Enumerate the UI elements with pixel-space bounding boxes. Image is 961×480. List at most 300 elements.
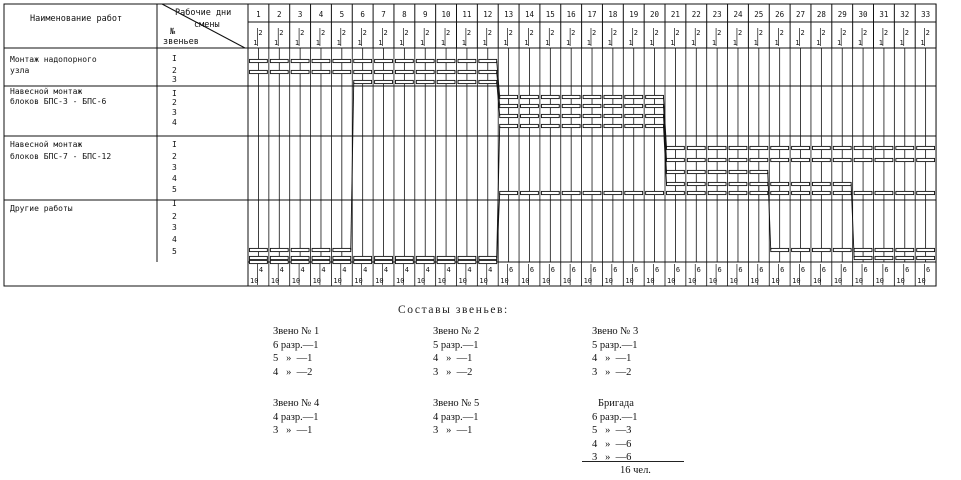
shift-label: 1	[336, 39, 341, 47]
day-number: 1	[256, 10, 261, 19]
day-number: 15	[545, 10, 555, 19]
shift1-worker-count: 4	[279, 266, 284, 274]
team-5-title: Звено № 5	[433, 398, 480, 409]
team-bar	[395, 256, 413, 259]
shift-label: 1	[836, 39, 842, 47]
shift1-worker-count: 6	[634, 266, 639, 274]
shift1-worker-count: 4	[446, 266, 451, 274]
team-bar	[667, 158, 685, 161]
team-number: I	[172, 199, 177, 208]
header-teams-no: №	[170, 27, 176, 37]
shift1-worker-count: 4	[300, 266, 305, 274]
team-2-composition	[433, 325, 479, 379]
team-1-line: 6 разр.—1	[273, 339, 319, 351]
shift-label: 2	[341, 29, 347, 37]
day-number: 21	[670, 10, 680, 19]
team-bar	[729, 182, 747, 185]
team-2-title: Звено № 2	[433, 326, 480, 337]
team-number: I	[172, 140, 177, 149]
team-bar	[833, 158, 851, 161]
team-bar	[833, 182, 851, 185]
shift2-worker-count: 10	[416, 277, 426, 285]
shift2-worker-count: 10	[896, 277, 905, 285]
brigade-title: Бригада	[598, 398, 634, 409]
shift1-worker-count: 6	[821, 266, 826, 274]
section-name: Навесной монтаж	[10, 87, 83, 96]
shift-label: 1	[899, 39, 904, 47]
team-bar	[250, 59, 268, 62]
team-bar	[541, 124, 559, 127]
shift2-worker-count: 10	[687, 277, 697, 285]
team-bar	[792, 182, 810, 185]
team-bar	[395, 80, 413, 83]
team-bar	[270, 70, 288, 73]
team-bar	[750, 170, 768, 173]
team-bar	[792, 146, 810, 149]
team-bar	[875, 146, 893, 149]
shift-label: 2	[737, 29, 743, 37]
team-bar	[541, 104, 559, 107]
team-bar	[625, 104, 643, 107]
team-bar	[812, 248, 830, 251]
team-number: I	[172, 89, 177, 98]
team-3-line: 5 разр.—1	[592, 339, 638, 351]
shift-label: 1	[628, 39, 633, 47]
team-bar	[750, 182, 768, 185]
team-bar	[583, 191, 601, 194]
shift2-worker-count: 10	[354, 277, 363, 285]
shift1-worker-count: 4	[363, 266, 368, 274]
team-bar	[729, 146, 747, 149]
team-bar	[917, 146, 935, 149]
day-number: 9	[422, 10, 428, 19]
brigade-total-rule	[582, 461, 684, 462]
shift-label: 1	[315, 39, 320, 47]
team-bar	[896, 248, 914, 251]
team-number: 2	[172, 98, 177, 107]
shift-label: 2	[508, 29, 513, 37]
team-number: 3	[172, 108, 177, 117]
team-bar	[562, 124, 580, 127]
shift1-worker-count: 6	[550, 266, 555, 274]
shift1-worker-count: 6	[738, 266, 743, 274]
shift-label: 2	[675, 29, 680, 37]
team-bar	[833, 248, 851, 251]
shift-label: 1	[545, 39, 550, 47]
shift-label: 2	[842, 29, 847, 37]
team-bar	[917, 158, 935, 161]
team-bar	[646, 124, 664, 127]
team-number: 3	[172, 223, 177, 232]
team-bar	[667, 191, 685, 194]
shift1-worker-count: 4	[404, 266, 409, 274]
team-bar	[875, 191, 893, 194]
team-bar	[416, 80, 434, 83]
shift2-worker-count: 10	[562, 277, 572, 285]
shift2-worker-count: 10	[375, 277, 384, 285]
team-3-line: 4 » —1	[592, 353, 632, 364]
shift2-worker-count: 10	[750, 277, 759, 285]
team-bar	[458, 70, 476, 73]
team-bar	[583, 114, 601, 117]
team-bar	[458, 80, 476, 83]
team-bar	[625, 191, 643, 194]
team-number: 2	[172, 66, 177, 75]
team-bar	[291, 248, 309, 251]
team-bar	[708, 146, 726, 149]
shift-label: 1	[294, 39, 300, 47]
team-bar	[312, 260, 330, 263]
team-bar	[500, 104, 518, 107]
team-number: I	[172, 54, 177, 63]
shift2-worker-count: 10	[875, 277, 884, 285]
day-number: 17	[587, 10, 597, 19]
team-number: 5	[172, 247, 177, 256]
team-2-line: 3 » —2	[433, 366, 473, 378]
team-bar	[500, 124, 518, 127]
team-bar	[270, 256, 288, 259]
team-bar	[687, 182, 705, 185]
team-bar	[354, 70, 372, 73]
shift-label: 2	[904, 29, 909, 37]
shift-label: 2	[800, 29, 805, 37]
section-name: узла	[10, 66, 30, 75]
team-bar	[771, 248, 789, 251]
team-1-title: Звено № 1	[273, 326, 320, 337]
team-4-line: 4 разр.—1	[273, 411, 319, 423]
team-bar	[416, 260, 434, 263]
team-4-composition	[273, 397, 319, 438]
shift2-worker-count: 10	[646, 277, 655, 285]
shift1-worker-count: 6	[863, 266, 868, 274]
team-bar	[854, 256, 872, 259]
shift2-worker-count: 10	[604, 277, 613, 285]
shift1-worker-count: 6	[842, 266, 847, 274]
shift-label: 2	[883, 29, 889, 37]
team-bar	[687, 170, 705, 173]
team-bar	[437, 260, 455, 263]
team-bar	[291, 256, 309, 259]
shift-label: 2	[258, 29, 263, 37]
team-bar	[875, 158, 893, 161]
team-bar	[375, 256, 393, 259]
team-bar	[354, 80, 372, 83]
day-number: 11	[462, 10, 472, 19]
shift-label: 2	[821, 29, 826, 37]
day-number: 23	[712, 10, 722, 19]
day-number: 18	[608, 10, 618, 19]
day-number: 2	[277, 10, 282, 19]
day-number: 16	[566, 10, 576, 19]
team-bar	[583, 104, 601, 107]
team-bar	[312, 70, 330, 73]
team-bar	[896, 146, 914, 149]
team-bar	[521, 114, 539, 117]
team-5-line: 4 разр.—1	[433, 411, 479, 423]
team-bar	[875, 248, 893, 251]
shift1-worker-count: 4	[383, 266, 389, 274]
shift2-worker-count: 10	[917, 277, 926, 285]
team-bar	[333, 70, 351, 73]
shift1-worker-count: 4	[342, 266, 347, 274]
shift2-worker-count: 10	[270, 277, 280, 285]
team-bar	[646, 191, 664, 194]
shift-label: 2	[446, 29, 451, 37]
team-bar	[667, 182, 685, 185]
shift-label: 2	[696, 29, 701, 37]
team-bar	[708, 170, 726, 173]
team-bar	[708, 191, 726, 194]
team-bar	[375, 59, 393, 62]
shift-label: 2	[550, 29, 555, 37]
team-bar	[437, 59, 455, 62]
team-bar	[604, 95, 622, 98]
team-bar	[583, 95, 601, 98]
team-number: 4	[172, 174, 177, 183]
team-bar	[437, 70, 455, 73]
shift1-worker-count: 6	[613, 266, 618, 274]
day-number: 22	[691, 10, 701, 19]
shift2-worker-count: 10	[833, 277, 843, 285]
shift1-worker-count: 6	[884, 266, 889, 274]
shift1-worker-count: 4	[467, 266, 472, 274]
shift-label: 1	[565, 39, 571, 47]
team-bar	[395, 70, 413, 73]
team-1-line: 4 » —2	[273, 366, 313, 378]
shift1-worker-count: 6	[654, 266, 660, 274]
header-working-days: Рабочие дни	[175, 8, 232, 18]
shift-label: 1	[816, 39, 821, 47]
day-number: 28	[816, 10, 826, 19]
shift-label: 1	[357, 39, 362, 47]
shift2-worker-count: 10	[500, 277, 509, 285]
team-bar	[854, 248, 872, 251]
shift-label: 1	[774, 39, 779, 47]
shift1-worker-count: 6	[592, 266, 597, 274]
team-bar	[562, 191, 580, 194]
team-bar	[833, 191, 851, 194]
team-bar	[500, 191, 518, 194]
shift1-worker-count: 4	[258, 266, 264, 274]
chart-header	[30, 7, 231, 47]
day-number: 4	[318, 10, 324, 19]
shift-label: 1	[691, 39, 696, 47]
team-1-composition	[273, 325, 319, 379]
day-number: 6	[360, 10, 365, 19]
team-bar	[896, 256, 914, 259]
team-5-composition	[433, 397, 479, 438]
team-bar	[250, 260, 268, 263]
day-number: 24	[733, 10, 743, 19]
brigade-total: 16 чел.	[620, 465, 651, 476]
header-teams: звеньев	[163, 37, 199, 47]
team-bar	[375, 260, 393, 263]
team-bar	[729, 158, 747, 161]
shift1-worker-count: 4	[425, 266, 430, 274]
section-name: блоков БПС-7 - БПС-12	[10, 152, 112, 161]
team-bar	[812, 158, 830, 161]
team-bar	[562, 114, 580, 117]
team-bar	[625, 124, 643, 127]
team-bar	[750, 158, 768, 161]
team-bar	[395, 260, 413, 263]
team-3-line: 3 » —2	[592, 366, 632, 378]
team-bar	[521, 191, 539, 194]
team-bar	[646, 104, 664, 107]
team-bar	[896, 191, 914, 194]
team-bar	[708, 158, 726, 161]
shift-label: 2	[571, 29, 576, 37]
team-bar	[812, 182, 830, 185]
team-bar	[333, 260, 351, 263]
shift1-worker-count: 6	[675, 266, 681, 274]
shift1-worker-count: 6	[509, 266, 514, 274]
team-bar	[583, 124, 601, 127]
team-number: 4	[172, 118, 177, 127]
team-bar	[354, 260, 372, 263]
shift1-worker-count: 6	[696, 266, 701, 274]
team-bar	[250, 70, 268, 73]
team-number: 3	[172, 163, 177, 172]
shift-label: 2	[863, 29, 868, 37]
day-number: 3	[297, 10, 303, 19]
shift2-worker-count: 10	[708, 277, 718, 285]
shift-label: 2	[592, 29, 597, 37]
team-3-composition	[592, 325, 638, 379]
day-number: 12	[483, 10, 493, 19]
team-bar	[604, 191, 622, 194]
team-bar	[250, 256, 268, 259]
team-number: 3	[172, 75, 177, 84]
team-bar	[792, 191, 810, 194]
team-bar	[291, 70, 309, 73]
team-bar	[771, 182, 789, 185]
shift2-worker-count: 10	[458, 277, 467, 285]
team-bar	[521, 104, 539, 107]
day-number: 19	[629, 10, 639, 19]
team-bar	[375, 80, 393, 83]
team-bar	[625, 95, 643, 98]
team-2-line: 5 разр.—1	[433, 339, 479, 351]
shift-label: 1	[795, 39, 800, 47]
shift-label: 1	[524, 39, 529, 47]
team-bar	[291, 260, 309, 263]
brigade-line: 4 » —6	[592, 438, 632, 450]
section-name: Навесной монтаж	[10, 140, 83, 149]
shift1-worker-count: 6	[780, 266, 785, 274]
shift2-worker-count: 10	[437, 277, 447, 285]
shift2-worker-count: 10	[312, 277, 322, 285]
day-header	[248, 4, 936, 48]
section-labels	[10, 54, 177, 256]
team-bar	[646, 95, 664, 98]
team-bar	[750, 191, 768, 194]
team-bar	[729, 191, 747, 194]
shift2-worker-count: 10	[771, 277, 780, 285]
team-bar	[270, 59, 288, 62]
shift-label: 1	[503, 39, 508, 47]
day-number: 20	[650, 10, 660, 19]
team-bar	[771, 146, 789, 149]
brigade-line: 3 » —6	[592, 452, 632, 463]
shift-label: 2	[320, 29, 326, 37]
team-bar	[333, 59, 351, 62]
shift-label: 2	[779, 29, 784, 37]
shift-label: 1	[670, 39, 675, 47]
team-bar	[917, 191, 935, 194]
team-number: 2	[172, 212, 177, 221]
team-bar	[291, 59, 309, 62]
team-bar	[479, 70, 497, 73]
team-bar	[562, 104, 580, 107]
section-name: Монтаж надопорного	[10, 55, 97, 64]
shift2-worker-count: 10	[667, 277, 676, 285]
day-number: 29	[837, 10, 847, 19]
shift1-worker-count: 6	[717, 266, 722, 274]
team-bar	[854, 158, 872, 161]
shift-label: 1	[753, 39, 758, 47]
team-bar	[312, 256, 330, 259]
shift2-worker-count: 10	[291, 277, 301, 285]
team-bar	[750, 146, 768, 149]
shift-label: 2	[654, 29, 659, 37]
shift1-worker-count: 6	[759, 266, 764, 274]
team-bar	[792, 158, 810, 161]
day-number: 10	[441, 10, 451, 19]
team-5-line: 3 » —1	[433, 425, 473, 436]
shift2-worker-count: 10	[625, 277, 634, 285]
shift-label: 2	[612, 29, 618, 37]
shift-label: 2	[279, 29, 284, 37]
shift-label: 1	[711, 39, 717, 47]
team-bar	[541, 191, 559, 194]
team-bar	[604, 104, 622, 107]
shift-label: 1	[253, 39, 258, 47]
team-bar	[312, 248, 330, 251]
team-number: 5	[172, 185, 177, 194]
team-bar	[875, 256, 893, 259]
team-bar	[270, 260, 288, 263]
shift-label: 1	[274, 39, 279, 47]
day-number: 30	[858, 10, 868, 19]
section-name: блоков БПС-3 - БПС-6	[10, 97, 107, 106]
day-number: 26	[775, 10, 785, 19]
shift2-worker-count: 10	[792, 277, 801, 285]
shift1-worker-count: 6	[529, 266, 535, 274]
team-1-line: 5 » —1	[273, 353, 313, 364]
day-number: 25	[754, 10, 764, 19]
shift-label: 2	[487, 29, 492, 37]
shift1-worker-count: 4	[321, 266, 326, 274]
team-bar	[667, 146, 685, 149]
shift2-worker-count: 10	[395, 277, 405, 285]
shift-label: 2	[425, 29, 430, 37]
team-bar	[771, 191, 789, 194]
shift2-worker-count: 10	[541, 277, 551, 285]
team-bar	[458, 59, 476, 62]
team-number: 4	[172, 235, 177, 244]
team-bar	[604, 114, 622, 117]
team-bar	[917, 256, 935, 259]
team-bar	[687, 158, 705, 161]
team-bar	[521, 95, 539, 98]
shift2-worker-count: 10	[521, 277, 530, 285]
team-bar	[562, 95, 580, 98]
day-number: 31	[879, 10, 889, 19]
team-bar	[354, 59, 372, 62]
shift-label: 1	[920, 39, 925, 47]
team-bar	[792, 248, 810, 251]
